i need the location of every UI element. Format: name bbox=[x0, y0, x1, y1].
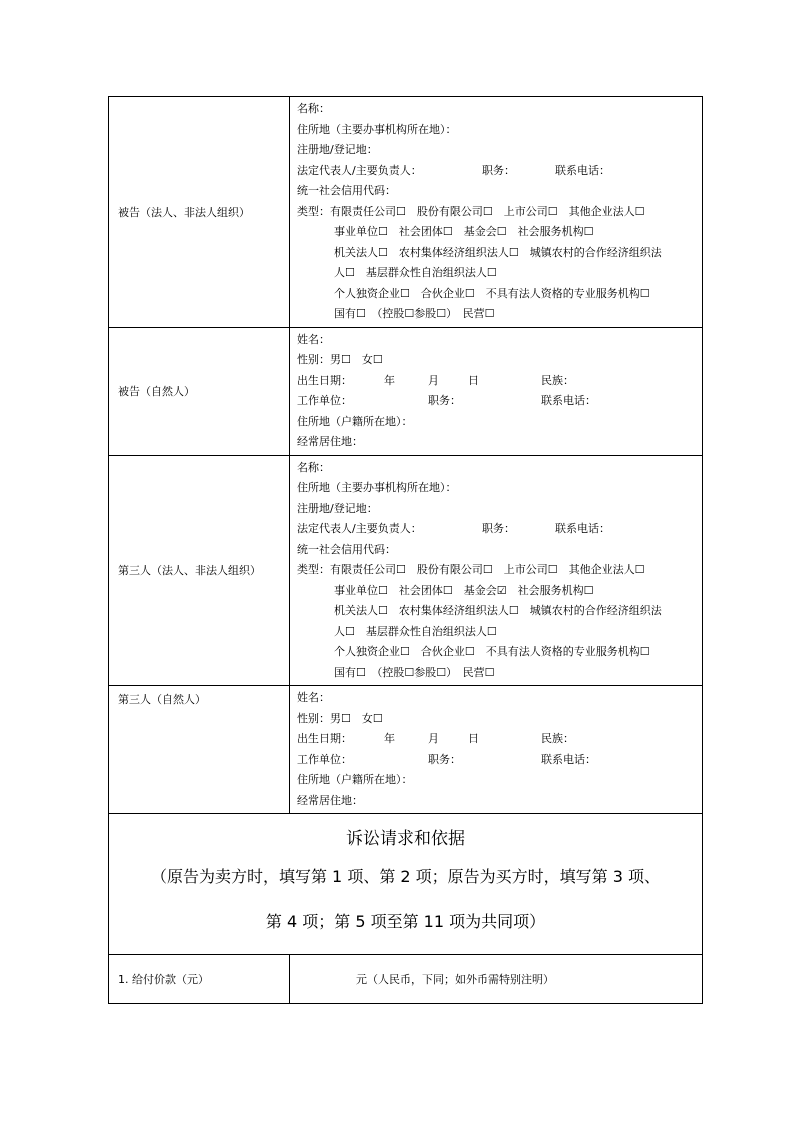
third-org-name-field[interactable]: 名称： bbox=[297, 460, 330, 474]
defendant-person-birth-year[interactable]: 年 bbox=[384, 373, 395, 387]
third-org-type-line-2[interactable]: 事业单位☐ 社会团体☐ 基金会☑ 社会服务机构☐ bbox=[334, 583, 594, 597]
third-person-birth-line bbox=[297, 729, 696, 750]
defendant-person-name-field[interactable]: 姓名： bbox=[297, 332, 330, 346]
claim-item-1-value-field[interactable]: 元（人民币，下同；如外币需特别注明） bbox=[290, 955, 703, 1004]
third-person-content bbox=[290, 686, 703, 814]
third-person-birth-month[interactable]: 月 bbox=[428, 732, 439, 745]
defendant-person-phone-field[interactable]: 联系电话： bbox=[541, 394, 596, 407]
defendant-org-label: 被告（法人、非法人组织） bbox=[109, 97, 290, 328]
defendant-person-row bbox=[109, 327, 703, 455]
claims-subtitle-line-2: 第 4 项；第 5 项至第 11 项为共同项） bbox=[265, 912, 546, 931]
defendant-org-type-line-1[interactable]: 类型：有限责任公司☐ 股份有限公司☐ 上市公司☐ 其他企业法人☐ bbox=[297, 204, 645, 218]
third-org-position-field[interactable]: 职务： bbox=[482, 522, 515, 535]
third-org-type-line-4[interactable]: 人☐ 基层群众性自治组织法人☐ bbox=[334, 624, 497, 638]
third-org-content bbox=[290, 455, 703, 686]
defendant-org-content bbox=[290, 97, 703, 328]
third-person-birth-year[interactable]: 年 bbox=[384, 732, 395, 745]
third-person-work-line bbox=[297, 750, 696, 771]
defendant-person-gender-field[interactable]: 性别：男☐ 女☐ bbox=[297, 353, 383, 366]
defendant-org-phone-field[interactable]: 联系电话： bbox=[555, 163, 610, 177]
third-person-position-field[interactable]: 职务： bbox=[428, 752, 461, 766]
defendant-person-ethnicity-field[interactable]: 民族： bbox=[541, 373, 574, 387]
third-org-type-line-1[interactable]: 类型：有限责任公司☐ 股份有限公司☐ 上市公司☐ 其他企业法人☐ bbox=[297, 563, 645, 576]
claims-heading-row bbox=[109, 814, 703, 955]
third-person-gender-field[interactable]: 性别：男☐ 女☐ bbox=[297, 711, 383, 725]
defendant-person-birth-day[interactable]: 日 bbox=[468, 373, 479, 387]
defendant-org-type-line-6[interactable]: 国有☐ （控股☐参股☐） 民营☐ bbox=[334, 307, 495, 320]
third-person-birth-label: 出生日期： bbox=[297, 732, 352, 745]
defendant-org-type-line-2[interactable]: 事业单位☐ 社会团体☐ 基金会☐ 社会服务机构☐ bbox=[334, 225, 594, 238]
defendant-org-row bbox=[109, 97, 703, 328]
claim-item-1-label: 1. 给付价款（元） bbox=[109, 955, 290, 1004]
defendant-org-rep-line bbox=[297, 161, 696, 182]
defendant-org-type-line-3[interactable]: 机关法人☐ 农村集体经济组织法人☐ 城镇农村的合作经济组织法 bbox=[334, 245, 662, 259]
third-org-phone-field[interactable]: 联系电话： bbox=[555, 522, 610, 535]
defendant-org-credit-code-field[interactable]: 统一社会信用代码： bbox=[297, 184, 396, 197]
third-org-rep-line bbox=[297, 519, 696, 540]
defendant-org-type-line-4[interactable]: 人☐ 基层群众性自治组织法人☐ bbox=[334, 266, 497, 279]
complaint-form-table bbox=[108, 96, 703, 1004]
third-org-type-line-5[interactable]: 个人独资企业☐ 合伙企业☐ 不具有法人资格的专业服务机构☐ bbox=[334, 645, 650, 658]
third-person-row bbox=[109, 686, 703, 814]
defendant-person-birth-month[interactable]: 月 bbox=[428, 373, 439, 387]
third-person-label: 第三人（自然人） bbox=[109, 686, 290, 814]
third-org-rep-field[interactable]: 法定代表人/主要负责人： bbox=[297, 522, 422, 535]
third-person-birth-day[interactable]: 日 bbox=[468, 732, 479, 745]
third-person-phone-field[interactable]: 联系电话： bbox=[541, 752, 596, 766]
defendant-org-position-field[interactable]: 职务： bbox=[482, 163, 515, 177]
claims-subtitle-line-1: （原告为卖方时，填写第 1 项、第 2 项；原告为买方时，填写第 3 项、 bbox=[150, 867, 661, 886]
claim-item-1-row bbox=[109, 955, 703, 1004]
defendant-person-birth-line bbox=[297, 371, 696, 392]
third-org-row bbox=[109, 455, 703, 686]
defendant-org-type-line-5[interactable]: 个人独资企业☐ 合伙企业☐ 不具有法人资格的专业服务机构☐ bbox=[334, 286, 650, 300]
third-org-credit-code-field[interactable]: 统一社会信用代码： bbox=[297, 542, 396, 556]
defendant-person-label: 被告（自然人） bbox=[109, 327, 290, 455]
third-person-ethnicity-field[interactable]: 民族： bbox=[541, 732, 574, 745]
defendant-person-domicile-field[interactable]: 住所地（户籍所在地）： bbox=[297, 414, 413, 428]
third-person-residence-field[interactable]: 经常居住地： bbox=[297, 793, 363, 807]
defendant-person-work-unit-field[interactable]: 工作单位： bbox=[297, 394, 352, 407]
defendant-org-address-field[interactable]: 住所地（主要办事机构所在地）： bbox=[297, 122, 457, 136]
defendant-org-rep-field[interactable]: 法定代表人/主要负责人： bbox=[297, 163, 422, 177]
third-org-type-line-6[interactable]: 国有☐ （控股☐参股☐） 民营☐ bbox=[334, 665, 495, 679]
third-org-type-line-3[interactable]: 机关法人☐ 农村集体经济组织法人☐ 城镇农村的合作经济组织法 bbox=[334, 604, 662, 617]
third-org-address-field[interactable]: 住所地（主要办事机构所在地）： bbox=[297, 481, 457, 494]
claims-title: 诉讼请求和依据 bbox=[346, 829, 465, 849]
defendant-org-name-field[interactable]: 名称： bbox=[297, 102, 330, 115]
third-person-work-unit-field[interactable]: 工作单位： bbox=[297, 752, 352, 766]
claims-heading-cell bbox=[109, 814, 703, 955]
defendant-person-position-field[interactable]: 职务： bbox=[428, 394, 461, 407]
defendant-person-work-line bbox=[297, 391, 696, 412]
defendant-person-birth-label: 出生日期： bbox=[297, 373, 352, 387]
defendant-person-content bbox=[290, 327, 703, 455]
third-person-domicile-field[interactable]: 住所地（户籍所在地）： bbox=[297, 773, 413, 786]
defendant-person-residence-field[interactable]: 经常居住地： bbox=[297, 435, 363, 448]
defendant-org-registered-field[interactable]: 注册地/登记地： bbox=[297, 143, 378, 156]
third-org-registered-field[interactable]: 注册地/登记地： bbox=[297, 501, 378, 515]
third-person-name-field[interactable]: 姓名： bbox=[297, 691, 330, 704]
third-org-label: 第三人（法人、非法人组织） bbox=[109, 455, 290, 686]
